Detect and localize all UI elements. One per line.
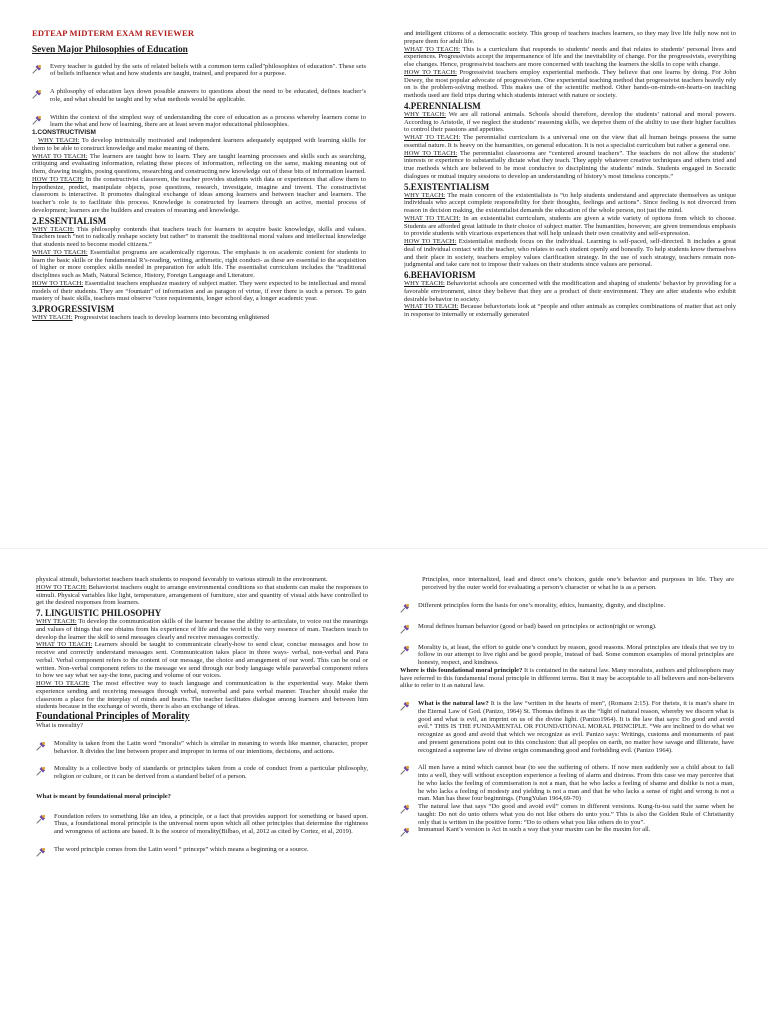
what-is-morality: What is morality?: [36, 722, 83, 729]
para-linguistic-how: HOW TO TEACH: The most effective way to teach language and communication is the experiential way. Make them experience sending and receiving messages through verbal, nonverbal and para verbal manner. Teacher should make the classroom a place for the interplay of minds and hearts. The teacher facilitates dialogue among learners and between him students because in the exchange of words, there is also an exchange of ideas.: [36, 680, 368, 711]
heading-constructivism: 1.CONSTRUCTIVISM: [32, 129, 96, 136]
heading-behaviorism: 6.BEHAVIORISM: [404, 270, 476, 280]
heading-linguistic: 7. LINGUISTIC PHILOSOPHY: [36, 608, 162, 618]
principle-bullet: Different principles form the basis for one’s morality, ethics, humanity, dignity, and discipline.: [400, 602, 734, 613]
heading-progressivism: 3.PROGRESSIVISM: [32, 304, 115, 314]
para-constructivism-how: HOW TO TEACH: In the constructivist classroom, the teacher provides students with data or experiences that allow them to hypothesize, predict, manipulate objects, pose questions, research, investigate, imagine and invent. The constructivist classroom is interactive. It promotes dialogical exchange of ideas among learners and between teacher and learners. The teacher’s role is to facilitate this process. Knowledge is constructed by learners through an active, mental process of development; learners are the builders and creators of meaning and knowledge.: [32, 175, 366, 214]
foundational-title: Foundational Principles of Morality: [36, 711, 190, 722]
pushpin-bullet-icon: [36, 766, 46, 776]
para-existentialism-what: WHAT TO TEACH: In an existentialist curriculum, students are given a wide variety of options from which to choose. Students are afforded great latitude in their choice of subject matter. The humanities, however, are given tremendous emphasis to provide students with vicarious experiences that will help unleash their own creativity and self-expression.: [404, 214, 736, 238]
para-constructivism-why: WHY TEACH: To develop intrinsically motivated and independent learners adequately equipped with learning skills for them to be able to construct knowledge and make meaning of them.: [32, 137, 366, 152]
para-essentialism-why: WHY TEACH: This philosophy contends that teachers teach for learners to acquire basic knowledge, skills and values. Teachers teach “not to radically reshape society but rather” to transmit the traditional moral values and intellectual knowledge that students need to become model citizens.”: [32, 225, 366, 248]
para-behaviorism-what: WHAT TO TEACH: Because behaviorists look at “people and other animals as complex combinations of matter that act only in response to internally or externally generated: [404, 303, 736, 318]
pushpin-bullet-icon: [36, 847, 46, 857]
natural-law-bullet: The natural law that says “Do good and avoid evil” comes in different versions. Kung-fu-tsu said the same when he taught: Do not do unto others what you do not like others do unto you.” This is also the Golden Rule of Christianity only that is written in the positive form: “Do to others what you like others do to you”.: [400, 803, 734, 826]
para-perennialism-why: WHY TEACH: We are all rational animals. Schools should therefore, develop the students’ rational and moral powers. According to Aristotle, if we neglect the students’ reasoning skills, we deprive them of the ability to use their higher faculties to control their passions and appetites.: [404, 110, 736, 134]
exam-title: EDTEAP MIDTERM EXAM REVIEWER: [32, 30, 195, 38]
pushpin-bullet-icon: [32, 115, 42, 125]
heading-perennialism: 4.PERENNIALISM: [404, 100, 481, 111]
para-principles-cont: Principles, once internalized, lead and direct one’s choices, guide one’s behavior and purposes in life. They are perceived by the outer world for evaluating a person’s character or what he is as a person.: [422, 576, 734, 591]
intro-bullet: A philosophy of education lays down possible answers to questions about the need to be educated, defines teacher’s role, and what should be taught and by what methods would be applicable.: [32, 88, 366, 104]
page1-left-column: [32, 30, 366, 516]
pushpin-bullet-icon: [400, 804, 410, 814]
morality-bullet: Morality is taken from the Latin word “moralis” which is similar in meaning to words like manner, character, proper behavior. It divides the line between proper and improper in terms of our intentions, decisions, and actions.: [36, 740, 368, 756]
para-existentialism-why: WHY TEACH: The main concern of the existentialists is “to help students understand and appreciate themselves as unique individuals who accept complete responsibility for their thoughts, feelings and actions”. Since feeling is not divorced from reason in decision making, the existentialist demands the education of the whole person, not just the mind.: [404, 191, 736, 214]
pushpin-bullet-icon: [36, 814, 46, 824]
para-where: Where is this foundational moral principle? It is contained in the natural law. Many moralists, authors and philosophers may have referred to this fundamental moral principle in different terms. But it may be acceptable to all believers and non-believers alike to refer to it as natural law.: [400, 666, 734, 690]
page-divider: [0, 548, 768, 549]
pushpin-bullet-icon: [400, 603, 410, 613]
section-title: Seven Major Philosophies of Education: [32, 44, 188, 55]
intro-bullet: Every teacher is guided by the sets of related beliefs with a common term called"philosophies of education". These sets of beliefs influence what and how students are taught, trained, and prepared for a purpose.: [32, 63, 366, 79]
intro-bullet: Within the context of the simplest way of understanding the core of education as a process whereby learners come to learn the what and how of learning, there are at least seven major educational philosophies.: [32, 114, 366, 130]
pushpin-bullet-icon: [400, 701, 410, 711]
para-progressivism-how: HOW TO TEACH: Progressivist teachers employ experiential methods. They believe that one learns by doing. For John Dewey, the most popular advocate of progressivism. One experiential teaching method that progressivist teachers heavily rely on is the problem-solving method. This makes use of the scientific method. Other hands-on-minds-on-hearts-on teaching methods used are field trips during which students interact with nature or society.: [404, 68, 736, 99]
para-perennialism-what: WHAT TO TEACH: The perennialist curriculum is a universal one on the view that all human beings possess the same essential nature. It is heavy on the humanities, on general education. It is not a specialist curriculum but rather a general one.: [404, 134, 736, 149]
heading-essentialism: 2.ESSENTIALISM: [32, 215, 107, 226]
para-essentialism-how: HOW TO TEACH: Essentialist teachers emphasize mastery of subject matter. They were expected to be intellectual and moral models of their students. They are “fountain” of information and as paragon of virtue, if ever there is such a person. To gain mastery of basic skills, teachers must observe “core requirements, longer school day, a longer academic year.: [32, 279, 366, 303]
page1-right-column: [404, 30, 736, 516]
para-linguistic-why: WHY TEACH: To develop the communication skills of the learner because the ability to articulate, to voice out the meanings and values of things that one obtains from his experience of life and the world is the very essence of man. Teachers teach to develop the learner the skill to send messages clearly and receive messages correctly.: [36, 618, 368, 641]
para-perennialism-how: HOW TO TEACH: The perennialist classrooms are “centered around teachers”. The teachers do not allow the students’ interests or experience to substantially dictate what they teach. They apply whatever creative techniques and others tried and true methods which are believed to be most conducive to disciplining the students’ minds. Students engaged in Socratic dialogues or mutual inquiry sessions to develop an understanding of history’s most timeless concepts.”: [404, 149, 736, 180]
para-progressivism-cont: and intelligent citizens of a democratic society. This group of teachers teaches learners, so they may live life fully now not to prepare them for adult life.: [404, 30, 736, 45]
pushpin-bullet-icon: [32, 64, 42, 74]
principle-bullet: Foundation refers to something like an idea, a principle, or a fact that provides support for something or based upon. Thus, a foundational moral principle is the universal norm upon which all other principles that determine the rightness and wrongness of actions are based. It is the source of morality(Bilbao, et al, 2012 as cited by Cortez, et al, 2019).: [36, 813, 368, 836]
pushpin-bullet-icon: [400, 827, 410, 837]
para-existentialism-how: HOW TO TEACH: Existentialist methods focus on the individual. Learning is self-paced, self-directed. It includes a great deal of individual contact with the teacher, who relates to each student openly and honestly. To help students know themselves and their place in society, teachers employ values clarification strategy. In the use of such strategy, teachers remain non-judgmental and take care not to impose their values on their students since values are personal.: [404, 238, 736, 269]
para-essentialism-what: WHAT TO TEACH: Essentialist programs are academically rigorous. The emphasis is on academic content for students to learn the basic skills or the fundamental R’s-reading, writing, arithmetic, right conduct- as these are essential to the acquisition of higher or more complex skills needed in preparation for adult life. The essentialist curriculum includes the “traditional disciplines such as Math, Natural Science, History, Foreign Language and Literature.: [32, 248, 366, 279]
pushpin-bullet-icon: [32, 89, 42, 99]
pushpin-bullet-icon: [400, 765, 410, 775]
natural-law-bullet: Immanuel Kant’s version is Act in such a way that your maxim can be the maxim for all.: [400, 826, 734, 837]
para-progressivism-why: WHY TEACH: Progressivist teachers teach to develop learners into becoming enlightened: [32, 314, 270, 321]
pushpin-bullet-icon: [36, 741, 46, 751]
pushpin-bullet-icon: [400, 645, 410, 655]
para-behaviorism-how: HOW TO TEACH: Behaviorist teachers ought to arrange environmental conditions so that students can make the responses to stimuli. Physical variables like light, temperature, arrangement of furniture, size and quantity of visual aids have controlled to get the desired responses from learners.: [36, 583, 368, 607]
page2-left-column: [36, 576, 368, 1022]
principle-bullet: Moral defines human behavior (good or bad) based on principles or action(right or wrong).: [400, 623, 734, 634]
heading-existentialism: 5.EXISTENTIALISM: [404, 181, 490, 192]
para-behaviorism-why: WHY TEACH: Behaviorist schools are concerned with the modification and shaping of students’ behavior by providing for a favorable environment, since they believe that they are a product of their environment. They are after students who exhibit desirable behavior in society.: [404, 280, 736, 303]
what-is-meant-question: What is meant by foundational moral principle?: [36, 792, 171, 800]
natural-law-bullet: All men have a mind which cannot bear (to see the suffering of others. If now men suddenly see a child about to fall into a well, they will without exception experience a feeling of alarm and distress. From this case we may perceive that he who lacks the feeling of commiseration is not a man, that he who lacks a feeling of shame and dislike is not a man, he who lacks a feeling of modesty and yielding is not a man and that he who lacks a sense of right and wrong is not a man. Man has these four beginnings. (FungYulan 1964,69-70): [400, 764, 734, 803]
principle-bullet: The word principle comes from the Latin word “ princeps” which means a beginning or a source.: [36, 846, 368, 857]
para-constructivism-what: WHAT TO TEACH: The learners are taught how to learn. They are taught learning processes and skills such as searching, critiquing and evaluating information, relating these pieces of information, reflecting on the same, making meaning out of them, drawing insights, posing questions, researching and constructing new knowledge out of these bits of information learned.: [32, 152, 366, 175]
pushpin-bullet-icon: [400, 624, 410, 634]
morality-bullet: Morality is a collective body of standards or principles taken from a code of conduct from a particular philosophy, religion or culture, or it can be derived from a standard belief of a person.: [36, 765, 368, 781]
principle-bullet: Morality is, at least, the effort to guide one’s conduct by reason, good reasons. Moral principles are ideals that we try to follow in our attempt to live right and be good people, instead of bad. Some common examples of moral principles are honesty, respect, and kindness.: [400, 644, 734, 667]
natural-law-bullet: What is the natural law? It is the law “written in the hearts of men”, (Romans 2:15). For theists, it is man’s share in the Eternal Law of God. (Panizo, 1964) St. Thomas defines it as the “light of natural reason, whereby we discern what is good and what is evil, an imprint on us of the divine light. (Panizo1964). It is the law that says: Do good and avoid evil.” THIS IS THE FUNDAMENTAL OR FOUNDATIONAL MORAL PRINCIPLE. “We are inclined to do what we recognize as good and avoid that which we recognize as evil. Panizo says: Writings, customs and monuments of past and present generations point out to this conclusion: that all peoples on earth, no matter how savage and illiterate, have recognized a supreme law of divine origin commanding good and forbidding evil. (Panizo 1964).: [400, 700, 734, 754]
page2-right-column: [400, 576, 734, 1022]
para-progressivism-what: WHAT TO TEACH: This is a curriculum that responds to students’ needs and that relates to students’ personal lives and experiences. Progressivists accept the impermanence of life and the inevitability of change. For the progressivists, everything else changes. Hence, progressivist teachers are more concerned with teaching the learners the skills to cope with change.: [404, 45, 736, 68]
para-linguistic-what: WHAT TO TEACH: Learners should be taught to communicate clearly-how to send clear, concise messages and how to receive and correctly understand messages sent. Communication takes place in three ways- verbal, non-verbal and Para verbal. Verbal component refers to the content of our message, the choice and arrangement of our word. This can be oral or written. Non-verbal component refers to the message we send through our body language while paraverbal component refers to how we say what we say-the tone, pacing and volume of our voices.: [36, 641, 368, 680]
para-behaviorism-cont: physical stimuli, behaviorist teachers teach students to respond favorably to various stimuli in the environment.: [36, 576, 328, 583]
